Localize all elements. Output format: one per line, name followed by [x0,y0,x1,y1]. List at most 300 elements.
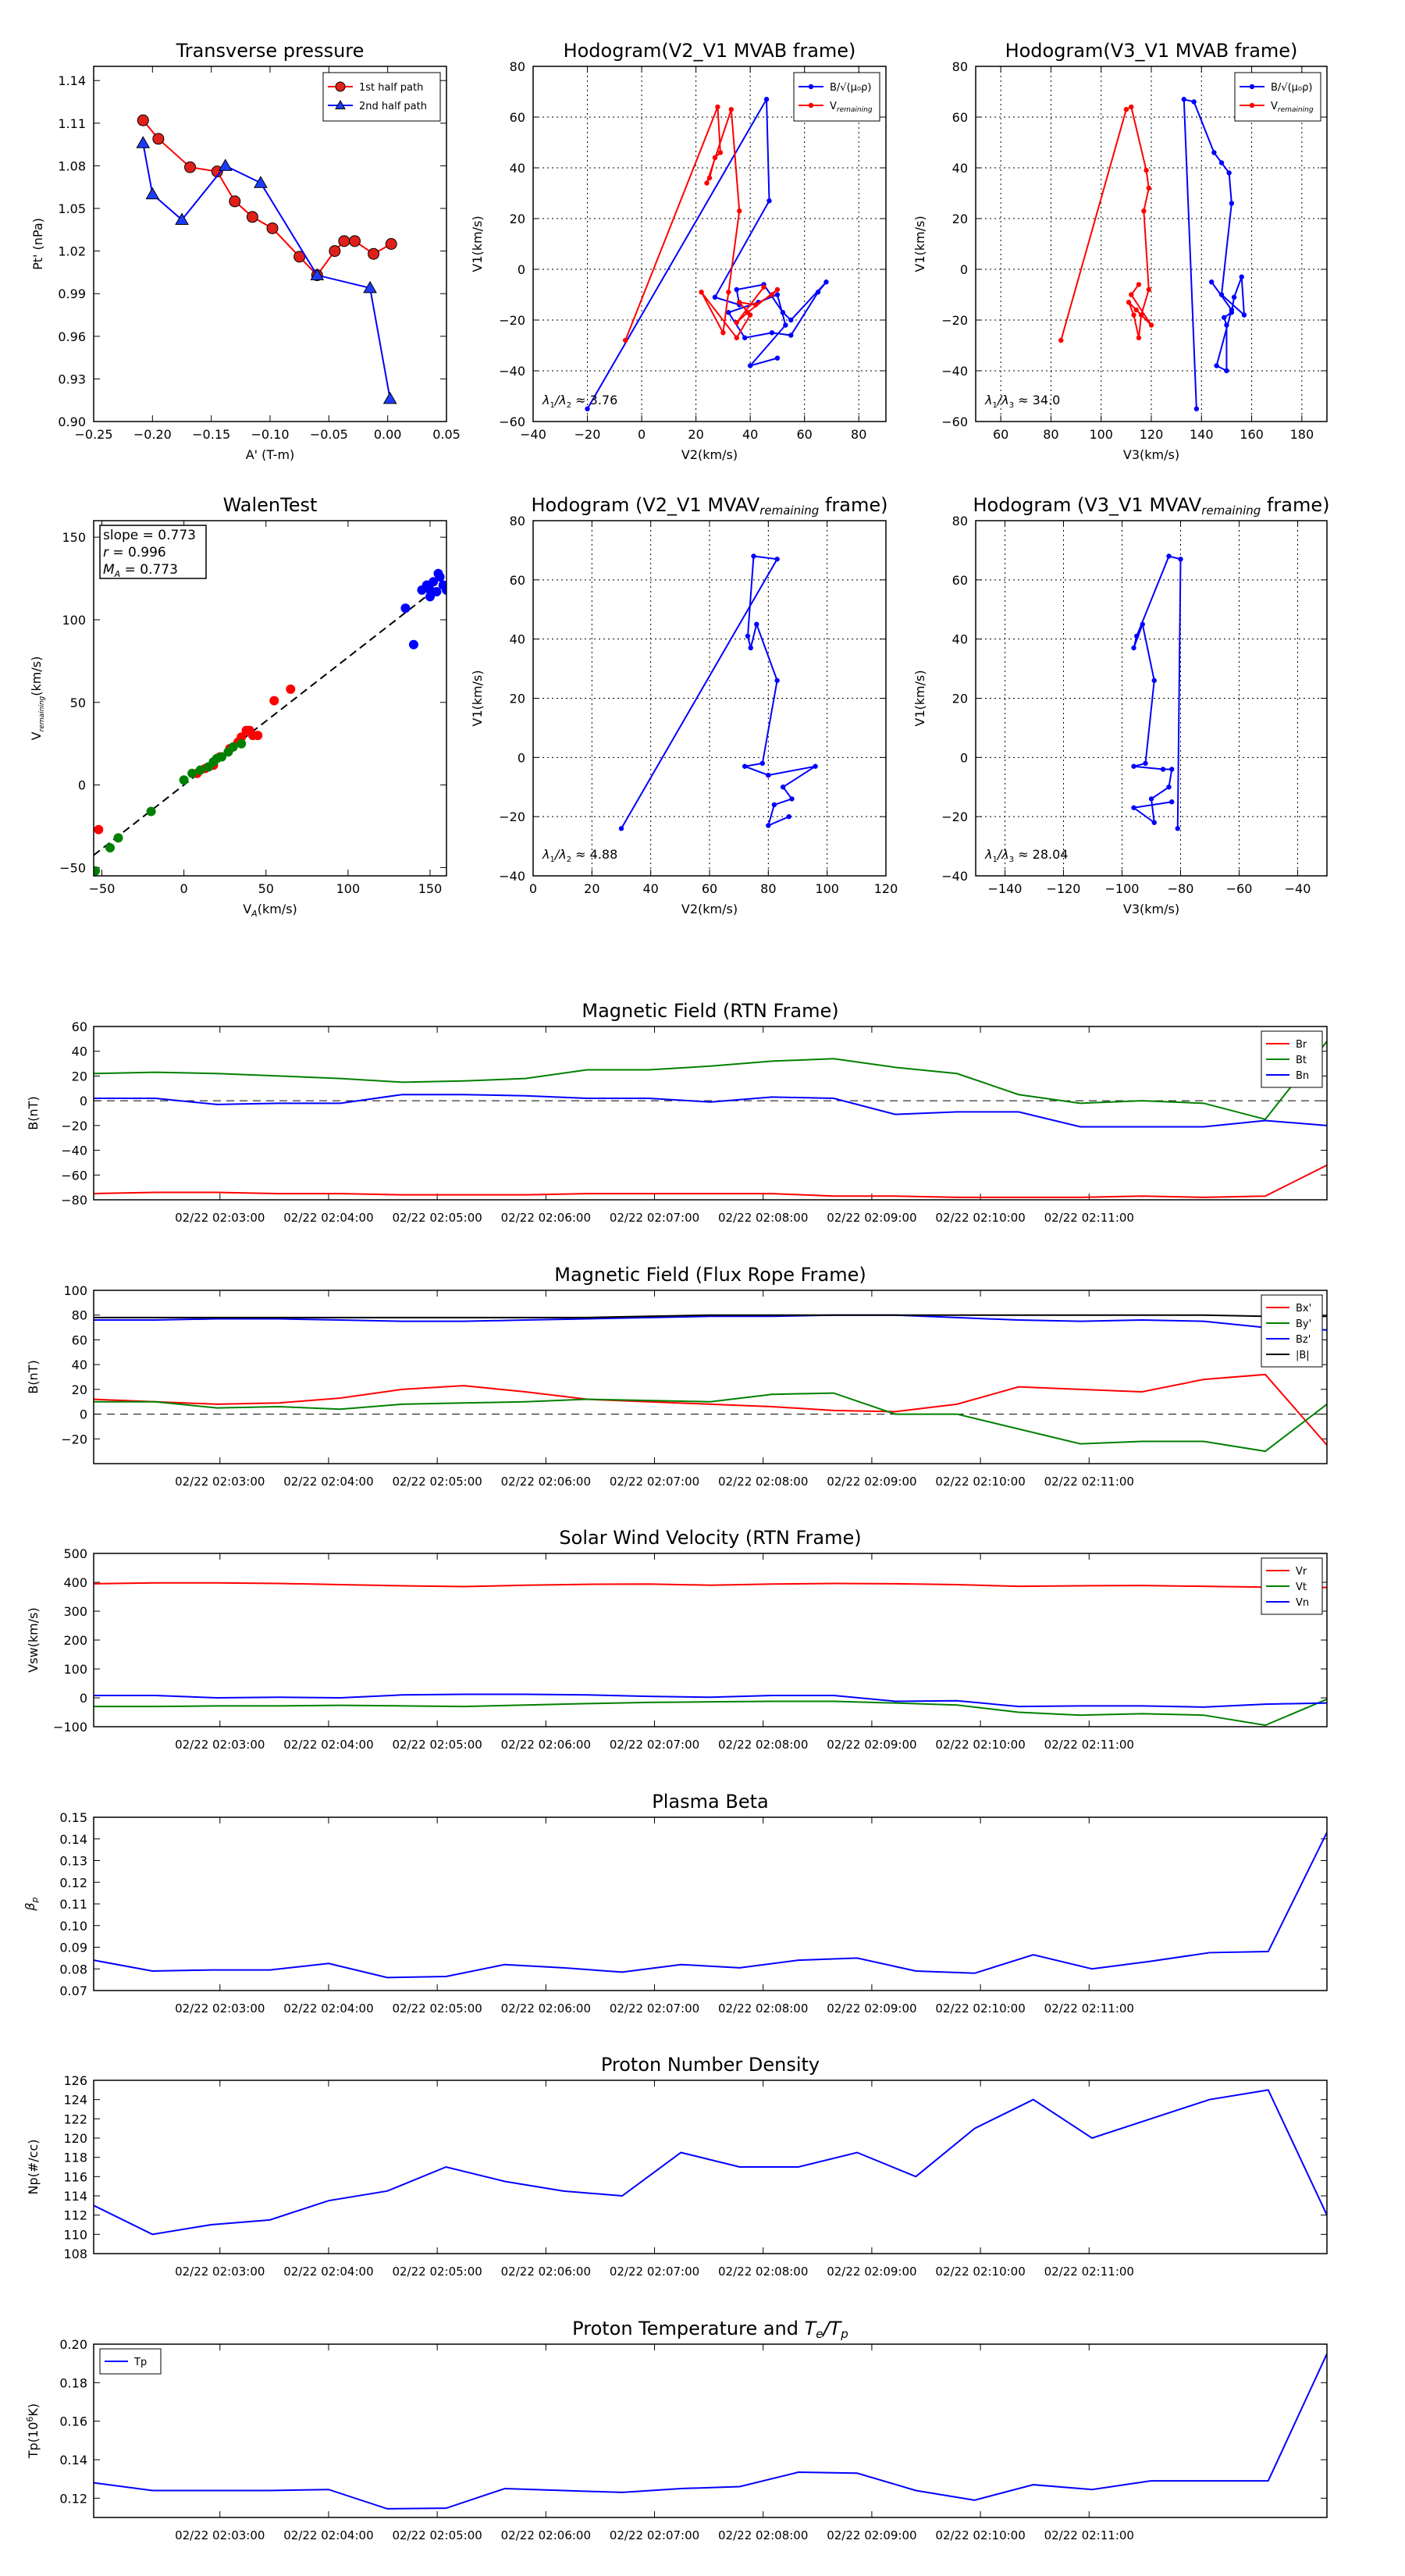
time-tick-label: 02/22 02:05:00 [392,1475,482,1489]
time-tick-label: 02/22 02:08:00 [718,1738,809,1752]
series-line [94,1041,1327,1119]
plot-area [94,1832,1327,1977]
data-point [809,84,813,89]
y-tick-label: 60 [951,110,968,125]
y-tick-label: 500 [63,1546,87,1561]
x-tick-label: −0.15 [192,427,231,442]
title-subscript: remaining [1201,503,1261,518]
y-tick-label: 20 [951,691,968,706]
x-tick-label: 40 [742,427,759,442]
time-tick-label: 02/22 02:10:00 [935,1211,1026,1225]
data-point [775,292,780,297]
data-point [433,569,443,578]
y-tick-label: 108 [63,2247,87,2261]
y-tick-label: 200 [63,1633,87,1648]
y-tick-label: 0.16 [59,2414,87,2429]
chart-beta [23,1791,1327,2016]
data-point [623,338,628,343]
data-point [105,843,115,852]
legend-label: Br [1296,1039,1307,1051]
annot-part: λ [542,393,550,407]
data-point [196,766,205,775]
data-point [1229,308,1234,312]
series-line [94,2354,1327,2509]
y-tick-label: 0.08 [59,1962,87,1977]
y-tick-label: 150 [62,530,86,546]
data-point [1182,97,1186,101]
annot-subscript: 2 [566,856,572,864]
data-point [1139,312,1144,317]
time-tick-label: 02/22 02:04:00 [283,2528,374,2542]
legend-subscript: remaining [1277,106,1314,114]
y-tick-label: 1.02 [58,244,86,259]
time-tick-label: 02/22 02:09:00 [827,2528,917,2542]
y-tick-label: 0.10 [59,1918,87,1934]
time-tick-label: 02/22 02:07:00 [609,1211,700,1225]
annot-part: ≈ 28.04 [1014,847,1069,862]
time-tick-label: 02/22 02:08:00 [718,2001,809,2016]
time-tick-label: 02/22 02:05:00 [392,2001,482,2016]
time-tick-label: 02/22 02:06:00 [500,1211,592,1225]
x-axis-label: V3(km/s) [1122,902,1180,916]
y-tick-label: 0.14 [59,1831,87,1847]
series-line [1061,107,1151,340]
series-line [94,1699,1327,1725]
data-point [1147,287,1151,292]
time-tick-label: 02/22 02:03:00 [175,2265,265,2279]
x-tick-label: −0.25 [74,427,113,442]
y-tick-label: 100 [62,612,86,628]
annot-subscript: 1 [550,401,555,410]
x-tick-label: 100 [336,881,361,896]
data-point [229,196,240,207]
data-point [1141,208,1146,213]
y-tick-label: 0.90 [58,415,86,429]
time-tick-label: 02/22 02:08:00 [718,2528,809,2542]
y-axis-label: B(nT) [26,1096,41,1130]
chart-title: Magnetic Field (RTN Frame) [582,1000,839,1022]
legend-box [1261,1295,1322,1367]
time-tick-label: 02/22 02:07:00 [609,2265,700,2279]
data-point [1229,201,1234,205]
y-tick-label: 80 [951,514,968,528]
y-tick-label: 122 [63,2112,87,2127]
data-point [1129,105,1133,109]
title-part: frame) [1261,494,1330,516]
data-point [781,310,785,315]
y-tick-label: 40 [509,632,525,647]
x-axis-label [243,902,297,919]
title-part: Proton Temperature and [572,2318,805,2339]
data-point [735,320,739,325]
time-tick-label: 02/22 02:03:00 [175,1475,265,1489]
x-tick-label: −40 [520,427,546,442]
data-point [1166,785,1171,789]
x-tick-label: 40 [642,881,659,896]
data-point [770,330,774,335]
y-tick-label: −40 [941,869,968,884]
data-point [742,764,747,769]
y-tick-label: 100 [63,1662,87,1677]
y-tick-label: 0.07 [59,1984,87,1998]
data-point [229,742,238,752]
chart-title: Magnetic Field (Flux Rope Frame) [554,1264,866,1286]
ratio-annotation [984,847,1068,864]
plot-frame [94,1817,1327,1991]
legend-label: By' [1296,1318,1312,1330]
plot-frame [94,2080,1327,2254]
plot-frame [94,1553,1327,1727]
plot-area [137,115,397,404]
data-point [1152,820,1157,825]
annot-part: ≈ 4.88 [571,847,618,862]
y-axis-label: V1(km/s) [912,670,927,727]
chart-title: Hodogram(V2_V1 MVAB frame) [563,40,856,62]
data-point [772,802,777,807]
data-point [1209,279,1214,284]
time-tick-label: 02/22 02:05:00 [392,2528,482,2542]
legend-label: Vn [1296,1597,1310,1609]
x-tick-label: 140 [1190,427,1214,442]
data-point [339,236,350,247]
data-point [336,82,345,91]
data-point [745,310,749,315]
chart-hodo-v3-mvab [912,40,1327,462]
y-tick-label: 0 [79,1407,87,1422]
time-tick-label: 02/22 02:09:00 [827,1738,917,1752]
data-point [754,622,759,627]
y-tick-label: 0.11 [59,1897,87,1912]
legend-box [323,73,440,121]
y-tick-label: 20 [509,212,525,226]
label-superscript: 6 [25,2416,35,2422]
title-part: /T [823,2318,841,2339]
x-tick-label: 60 [701,881,718,896]
y-tick-label: 20 [951,212,968,226]
data-point [254,176,267,187]
time-tick-label: 02/22 02:03:00 [175,1738,265,1752]
data-point [767,198,771,203]
y-tick-label: 300 [63,1604,87,1619]
data-point [735,336,739,340]
data-point [147,806,156,816]
data-point [788,318,793,322]
data-point [737,208,742,213]
chart-density [26,2054,1327,2279]
time-tick-label: 02/22 02:09:00 [827,1475,917,1489]
y-tick-label: 0.09 [59,1940,87,1955]
time-tick-label: 02/22 02:03:00 [175,2528,265,2542]
data-point [1169,767,1174,771]
x-axis-label: A' (T-m) [245,447,295,462]
data-point [1211,150,1216,155]
data-point [718,150,723,155]
data-point [788,333,793,337]
series-line [1134,557,1181,829]
legend-label: B/√(μ₀ρ) [1271,82,1313,94]
data-point [1131,806,1136,810]
legend-label: Tp [134,2357,148,2368]
annot-part: /λ [997,847,1009,862]
x-tick-label: 60 [796,427,813,442]
chart-title: Solar Wind Velocity (RTN Frame) [559,1527,862,1549]
chart-temperature [25,2318,1327,2542]
y-tick-label: 1.08 [58,158,86,174]
stats-ma [103,562,178,579]
y-tick-label: 0.14 [59,2453,87,2467]
y-tick-label: 0.12 [59,1875,87,1891]
y-axis-label [29,656,46,741]
y-tick-label: −20 [61,1432,87,1447]
series-line [94,1375,1327,1445]
data-point [729,107,734,112]
data-point [713,295,717,300]
legend-label: Bz' [1296,1334,1311,1346]
title-part: frame) [819,494,888,516]
annot-subscript: 1 [992,401,998,410]
title-part: T [804,2318,816,2339]
data-point [1149,322,1154,327]
y-tick-label: 1.05 [58,201,86,216]
title-part: Hodogram (V3_V1 MVAV [973,494,1202,516]
data-point [770,292,774,297]
data-point [823,279,828,284]
plot-frame [94,1026,1327,1200]
annot-part: ≈ 3.76 [571,393,618,407]
chart-transverse [30,40,461,462]
legend-label: Vt [1296,1582,1307,1593]
y-tick-label: −40 [499,869,525,884]
data-point [775,356,780,361]
stats-slope: slope = 0.773 [103,528,196,543]
plot-frame [94,2344,1327,2517]
time-tick-label: 02/22 02:07:00 [609,1738,700,1752]
chart-title: Proton Number Density [600,2054,820,2076]
data-point [180,775,189,785]
data-point [1222,315,1226,320]
data-point [1214,363,1218,368]
chart-mag-rtn [26,1000,1327,1225]
y-tick-label: 126 [63,2073,87,2088]
y-axis-label: V1(km/s) [470,215,485,272]
time-tick-label: 02/22 02:06:00 [500,2528,592,2542]
time-tick-label: 02/22 02:09:00 [827,2265,917,2279]
x-tick-label: −20 [574,427,601,442]
x-tick-label: −0.10 [251,427,290,442]
y-tick-label: 0 [79,1691,87,1706]
x-tick-label: 20 [688,427,704,442]
time-tick-label: 02/22 02:10:00 [935,1475,1026,1489]
time-tick-label: 02/22 02:10:00 [935,1738,1026,1752]
legend-label: Bt [1296,1055,1307,1066]
data-point [91,866,100,876]
data-point [715,105,720,109]
stats-part: r [103,545,108,560]
x-tick-label: 150 [418,881,443,896]
data-point [749,646,753,650]
series-line [1184,99,1244,409]
time-tick-label: 02/22 02:04:00 [283,1211,374,1225]
y-axis-label [25,2403,41,2459]
y-tick-label: −20 [941,313,968,328]
time-tick-label: 02/22 02:06:00 [500,2001,592,2016]
time-tick-label: 02/22 02:11:00 [1044,2265,1134,2279]
data-point [1242,312,1247,317]
time-tick-label: 02/22 02:11:00 [1044,2001,1134,2016]
chart-hodo-v2-mvav [470,494,898,916]
chart-hodo-v2-mvab [470,40,886,462]
data-point [1152,678,1157,683]
data-point [1140,622,1145,627]
y-tick-label: −60 [941,415,968,429]
y-tick-label: −40 [499,364,525,379]
legend-label: 2nd half path [359,101,427,112]
data-point [386,239,397,250]
data-point [699,290,703,294]
time-tick-label: 02/22 02:11:00 [1044,1475,1134,1489]
label-part: V [29,731,44,741]
legend-label: |B| [1296,1350,1310,1361]
time-tick-label: 02/22 02:11:00 [1044,1211,1134,1225]
time-tick-label: 02/22 02:10:00 [935,2528,1026,2542]
time-tick-label: 02/22 02:04:00 [283,2001,374,2016]
chart-title: Transverse pressure [176,40,365,62]
data-point [813,764,817,769]
y-tick-label: 0.12 [59,2491,87,2507]
data-point [237,739,246,749]
title-subscript: e [816,2327,823,2341]
y-tick-label: 400 [63,1575,87,1590]
annot-part: /λ [554,847,567,862]
y-tick-label: 116 [63,2169,87,2185]
legend-label: Vr [1296,1566,1307,1578]
y-axis-label: V1(km/s) [912,215,927,272]
x-tick-label: 50 [258,881,274,896]
time-tick-label: 02/22 02:11:00 [1044,1738,1134,1752]
plot-area [585,97,828,411]
x-tick-label: 120 [873,881,898,896]
data-point [1176,826,1180,831]
data-point [789,796,794,801]
x-tick-label: 60 [992,427,1009,442]
x-axis-label: V2(km/s) [681,902,738,916]
y-tick-label: 0.13 [59,1853,87,1869]
data-point [1161,767,1165,771]
annot-subscript: 1 [992,856,998,864]
series-line [94,1583,1327,1588]
time-tick-label: 02/22 02:07:00 [609,1475,700,1489]
series-line [143,120,391,275]
y-tick-label: 0.15 [59,1810,87,1825]
data-point [766,823,770,827]
y-tick-label: 40 [71,1357,87,1373]
series-line [94,1393,1327,1452]
data-point [1250,103,1254,108]
annot-part: λ [542,847,550,862]
data-point [1194,407,1199,411]
title-subscript: p [841,2327,848,2341]
y-tick-label: 0 [517,750,525,766]
data-point [1129,292,1133,297]
data-point [1126,300,1131,304]
x-tick-label: 0 [528,881,538,896]
y-axis-label [23,1897,40,1911]
data-point [748,363,752,368]
data-point [720,330,725,335]
x-tick-label: 0 [180,881,188,896]
data-point [761,285,766,290]
data-point [781,785,785,789]
y-tick-label: −100 [53,1720,87,1735]
data-point [1166,553,1171,558]
plot-area [94,1315,1327,1451]
annot-part: /λ [997,393,1009,407]
annot-part: /λ [554,393,567,407]
label-part: V [243,902,252,916]
data-point [742,336,747,340]
time-tick-label: 02/22 02:07:00 [609,2001,700,2016]
y-tick-label: 1.11 [58,116,86,131]
time-tick-label: 02/22 02:09:00 [827,2001,917,2016]
y-tick-label: 60 [71,1332,87,1348]
x-tick-label: −0.05 [309,427,348,442]
y-tick-label: 0 [959,750,968,766]
y-tick-label: 80 [509,514,525,528]
data-point [185,162,196,173]
x-tick-label: 20 [584,881,600,896]
data-point [400,603,410,613]
y-tick-label: 0 [77,777,86,793]
y-axis-label: B(nT) [26,1360,41,1394]
x-tick-label: 120 [1139,427,1164,442]
chart-title: WalenTest [222,494,318,516]
time-tick-label: 02/22 02:06:00 [500,1738,592,1752]
data-point [349,236,360,247]
title-part: Hodogram (V2_V1 MVAV [531,494,760,516]
ratio-annotation [542,847,617,864]
y-tick-label: 60 [509,572,525,588]
chart-title [973,494,1330,518]
data-point [1131,646,1136,650]
legend-subscript: remaining [836,106,873,114]
data-point [1124,107,1129,112]
stats-part: = 0.773 [120,562,178,578]
annot-subscript: 1 [550,856,555,864]
stats-part: = 0.996 [108,545,166,560]
series-line [94,1165,1327,1197]
data-point [1147,186,1151,190]
data-point [137,115,148,126]
chart-hodo-v3-mvav [912,494,1329,916]
legend-label: Bn [1296,1070,1310,1082]
x-tick-label: −0.20 [133,427,172,442]
y-tick-label: 20 [71,1069,87,1084]
data-point [1250,84,1254,89]
legend-label: Bx' [1296,1303,1312,1315]
y-tick-label: 40 [509,161,525,176]
label-part: Tp(10 [26,2421,41,2459]
fit-line [94,581,446,856]
plot-area [94,2090,1327,2234]
series-line [588,99,827,409]
y-tick-label: 40 [951,632,968,647]
x-tick-label: −140 [987,881,1023,896]
data-point [764,97,769,101]
x-tick-label: 0.00 [373,427,402,442]
y-axis-label: V1(km/s) [470,670,485,727]
chart-walen [29,494,451,919]
y-tick-label: 60 [951,572,968,588]
